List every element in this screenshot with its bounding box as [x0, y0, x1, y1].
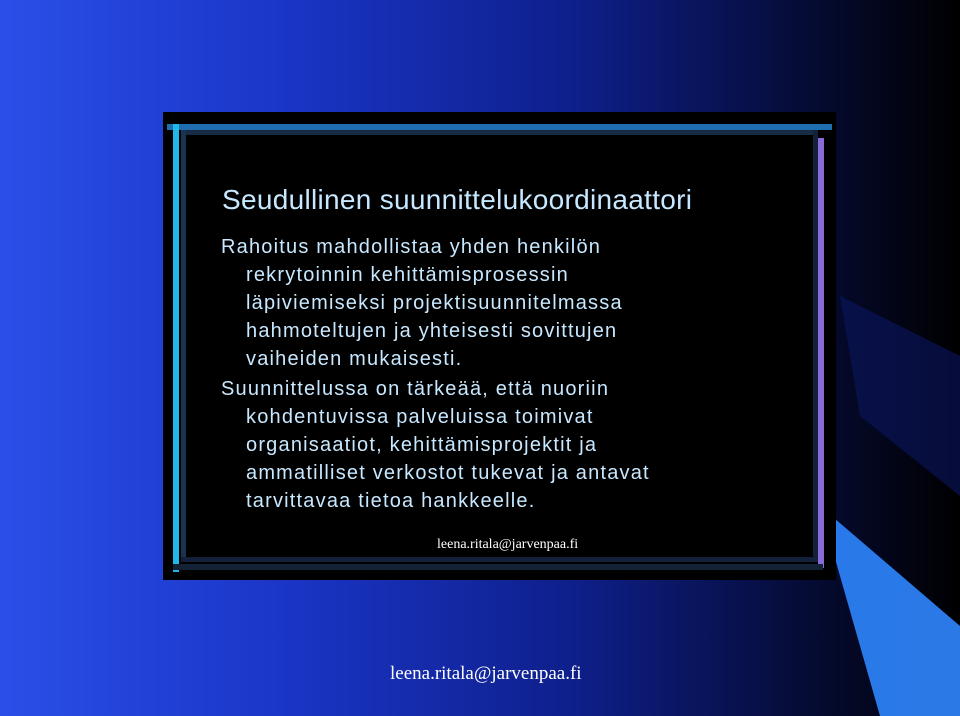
- panel-inner-top: [181, 130, 818, 135]
- panel-frame-bottom: [173, 564, 823, 570]
- slide-title: Seudullinen suunnittelukoordinaattori: [222, 184, 693, 215]
- bullet-line: hahmoteltujen ja yhteisesti sovittujen: [246, 320, 618, 342]
- bullet-line: ammatilliset verkostot tukevat ja antavat: [246, 462, 650, 484]
- bullet-list: [221, 233, 801, 517]
- panel-inner-left: [181, 130, 186, 562]
- bullet-item-funding: [221, 233, 801, 373]
- bullet-item-planning: [221, 375, 801, 515]
- panel-frame-right: [818, 138, 824, 568]
- bullet-line: tarvittavaa tietoa hankkeelle.: [246, 490, 536, 512]
- bullet-line: organisaatiot, kehittämisprojektit ja: [246, 434, 598, 456]
- bullet-line: läpiviemiseksi projektisuunnitelmassa: [246, 292, 623, 314]
- bullet-line: rekrytoinnin kehittämisprosessin: [246, 264, 569, 286]
- panel-frame-left: [173, 124, 179, 572]
- bullet-line: Suunnittelussa on tärkeää, että nuoriin: [221, 378, 610, 400]
- bullet-line: Rahoitus mahdollistaa yhden henkilön: [221, 236, 602, 258]
- panel-inner-right: [813, 130, 818, 562]
- panel-inner-bottom: [181, 557, 818, 562]
- bullet-line: kohdentuvissa palveluissa toimivat: [246, 406, 594, 428]
- page-footer-email: leena.ritala@jarvenpaa.fi: [390, 663, 582, 684]
- panel-footer-email: leena.ritala@jarvenpaa.fi: [437, 537, 579, 552]
- bullet-line: vaiheiden mukaisesti.: [246, 348, 463, 370]
- background-accent-shape: [820, 296, 960, 716]
